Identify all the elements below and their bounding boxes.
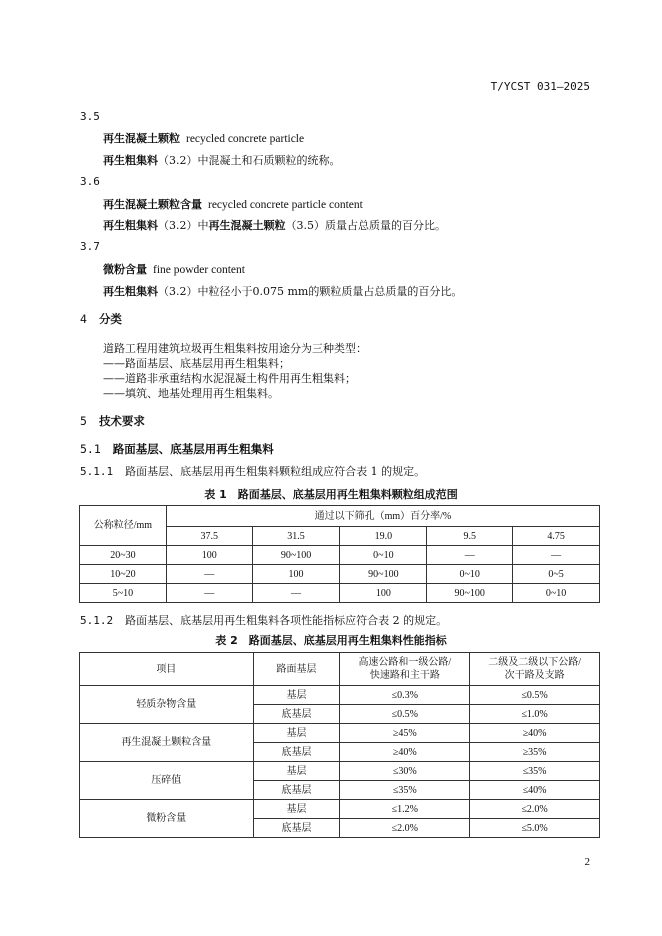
table-cell: 底基层 xyxy=(253,781,340,800)
table-cell: 基层 xyxy=(253,762,340,781)
clause-number: 5.1.1 xyxy=(80,465,114,478)
table-cell: ≤1.0% xyxy=(470,705,600,724)
table-cell: ≤35% xyxy=(470,762,600,781)
section-number: 4 xyxy=(80,312,87,326)
table-cell: ≤0.5% xyxy=(340,705,470,724)
standard-code: T/YCST 031—2025 xyxy=(490,80,590,93)
term-en: fine powder content xyxy=(153,264,245,276)
list-item: ——道路非承重结构水泥混凝土构件用再生粗集料； xyxy=(103,372,356,385)
term-en: recycled concrete particle content xyxy=(208,199,363,211)
table-cell: 0~10 xyxy=(340,546,427,565)
clause-text: 路面基层、底基层用再生粗集料颗粒组成应符合表 1 的规定。 xyxy=(125,465,426,478)
list-item: ——填筑、地基处理用再生粗集料。 xyxy=(103,387,279,400)
table-cell: 10~20 xyxy=(80,565,167,584)
section-title: 技术要求 xyxy=(98,414,145,428)
table-cell: — xyxy=(513,546,600,565)
def-ref: 再生粗集料 xyxy=(103,219,158,232)
term-zh: 微粉含量 xyxy=(103,263,147,276)
table-cell: ≥40% xyxy=(340,743,470,762)
table-cell: 0~10 xyxy=(513,584,600,603)
table-header-cell: 通过以下筛孔（mm）百分率/% xyxy=(166,506,599,527)
table-header-cell: 31.5 xyxy=(252,527,340,546)
table-cell: ≤0.5% xyxy=(470,686,600,705)
term-3-5 xyxy=(103,130,304,146)
definition-3-7 xyxy=(103,283,462,299)
clause-5-1-2 xyxy=(80,612,447,628)
table-cell: 100 xyxy=(252,565,340,584)
table-2-grid xyxy=(79,652,600,838)
def-text: （3.2）中粒径小于0.075 mm的颗粒质量占总质量的百分比。 xyxy=(158,285,463,298)
table-cell: 100 xyxy=(340,584,427,603)
table-row xyxy=(80,584,600,603)
table-header-cell xyxy=(470,653,600,686)
table-1-caption: 表 1 路面基层、底基层用再生粗集料颗粒组成范围 xyxy=(204,488,458,501)
table-cell: 底基层 xyxy=(253,705,340,724)
table-2-caption: 表 2 路面基层、底基层用再生粗集料性能指标 xyxy=(215,634,447,647)
table-cell: ≥40% xyxy=(470,724,600,743)
header-line: 高速公路和一级公路/ xyxy=(358,657,452,668)
term-3-7 xyxy=(103,261,245,277)
table-cell: — xyxy=(166,565,252,584)
def-ref: 再生粗集料 xyxy=(103,154,158,167)
header-line: 二级及二级以下公路/ xyxy=(488,657,581,668)
def-text-2: （3.5）质量占总质量的百分比。 xyxy=(285,219,446,232)
table-header-cell xyxy=(340,653,470,686)
table-cell: ≤0.3% xyxy=(340,686,470,705)
table-cell: 90~100 xyxy=(427,584,513,603)
section-4-heading xyxy=(80,311,122,327)
table-cell: 0~10 xyxy=(427,565,513,584)
section-4-intro: 道路工程用建筑垃圾再生粗集料按用途分为三种类型： xyxy=(103,342,367,355)
table-row xyxy=(80,686,600,705)
table-cell: 基层 xyxy=(253,724,340,743)
table-cell: ≥45% xyxy=(340,724,470,743)
table-cell: 90~100 xyxy=(252,546,340,565)
table-cell: 基层 xyxy=(253,800,340,819)
def-ref: 再生粗集料 xyxy=(103,285,158,298)
table-cell: ≤5.0% xyxy=(470,819,600,838)
section-title: 分类 xyxy=(98,312,122,326)
table-cell: 基层 xyxy=(253,686,340,705)
clause-5-1-1 xyxy=(80,463,425,479)
term-zh: 再生混凝土颗粒含量 xyxy=(103,198,202,211)
table-cell: 20~30 xyxy=(80,546,167,565)
table-cell: 底基层 xyxy=(253,743,340,762)
table-cell: ≤35% xyxy=(340,781,470,800)
table-cell: ≤40% xyxy=(470,781,600,800)
table-cell: 0~5 xyxy=(513,565,600,584)
table-cell: ≤30% xyxy=(340,762,470,781)
table-row xyxy=(80,800,600,819)
definition-3-5 xyxy=(103,152,341,168)
table-header-cell: 4.75 xyxy=(513,527,600,546)
clause-number-3-5: 3.5 xyxy=(80,110,100,123)
table-row xyxy=(80,546,600,565)
list-item: ——路面基层、底基层用再生粗集料； xyxy=(103,357,290,370)
table-cell: 再生混凝土颗粒含量 xyxy=(80,724,254,762)
clause-number: 5.1.2 xyxy=(80,614,114,627)
table-cell: ≤1.2% xyxy=(340,800,470,819)
table-cell: 底基层 xyxy=(253,819,340,838)
table-cell: — xyxy=(166,584,252,603)
clause-text: 路面基层、底基层用再生粗集料各项性能指标应符合表 2 的规定。 xyxy=(125,614,448,627)
clause-number-3-7: 3.7 xyxy=(80,240,100,253)
table-cell: ≤2.0% xyxy=(340,819,470,838)
table-header-cell: 37.5 xyxy=(166,527,252,546)
section-5-heading xyxy=(80,413,145,429)
table-row xyxy=(80,724,600,743)
def-text: （3.2）中 xyxy=(158,219,209,232)
table-header-cell: 19.0 xyxy=(340,527,427,546)
def-ref-2: 再生混凝土颗粒 xyxy=(208,219,286,232)
clause-number-3-6: 3.6 xyxy=(80,175,100,188)
table-cell: 压碎值 xyxy=(80,762,254,800)
header-line: 次干路及支路 xyxy=(504,670,565,681)
section-number: 5.1 xyxy=(80,442,101,456)
table-row xyxy=(80,762,600,781)
section-title: 路面基层、底基层用再生粗集料 xyxy=(112,442,274,456)
table-1 xyxy=(79,505,600,603)
table-header-cell: 项目 xyxy=(80,653,254,686)
table-cell: 100 xyxy=(166,546,252,565)
page-number: 2 xyxy=(584,856,590,868)
table-cell: ≤2.0% xyxy=(470,800,600,819)
def-text: （3.2）中混凝土和石质颗粒的统称。 xyxy=(158,154,341,167)
section-5-1-heading xyxy=(80,441,274,457)
header-line: 快速路和主干路 xyxy=(369,670,440,681)
table-cell: 90~100 xyxy=(340,565,427,584)
table-cell: — xyxy=(252,584,340,603)
table-cell: 轻质杂物含量 xyxy=(80,686,254,724)
definition-3-6 xyxy=(103,217,446,233)
term-en: recycled concrete particle xyxy=(186,133,305,145)
table-cell: — xyxy=(427,546,513,565)
table-row xyxy=(80,565,600,584)
table-header-cell: 路面基层 xyxy=(253,653,340,686)
table-header-cell: 9.5 xyxy=(427,527,513,546)
table-header-cell: 公称粒径/mm xyxy=(80,506,167,546)
section-number: 5 xyxy=(80,414,87,428)
table-cell: 微粉含量 xyxy=(80,800,254,838)
table-cell: 5~10 xyxy=(80,584,167,603)
table-cell: ≥35% xyxy=(470,743,600,762)
term-3-6 xyxy=(103,196,363,212)
term-zh: 再生混凝土颗粒 xyxy=(103,132,180,145)
